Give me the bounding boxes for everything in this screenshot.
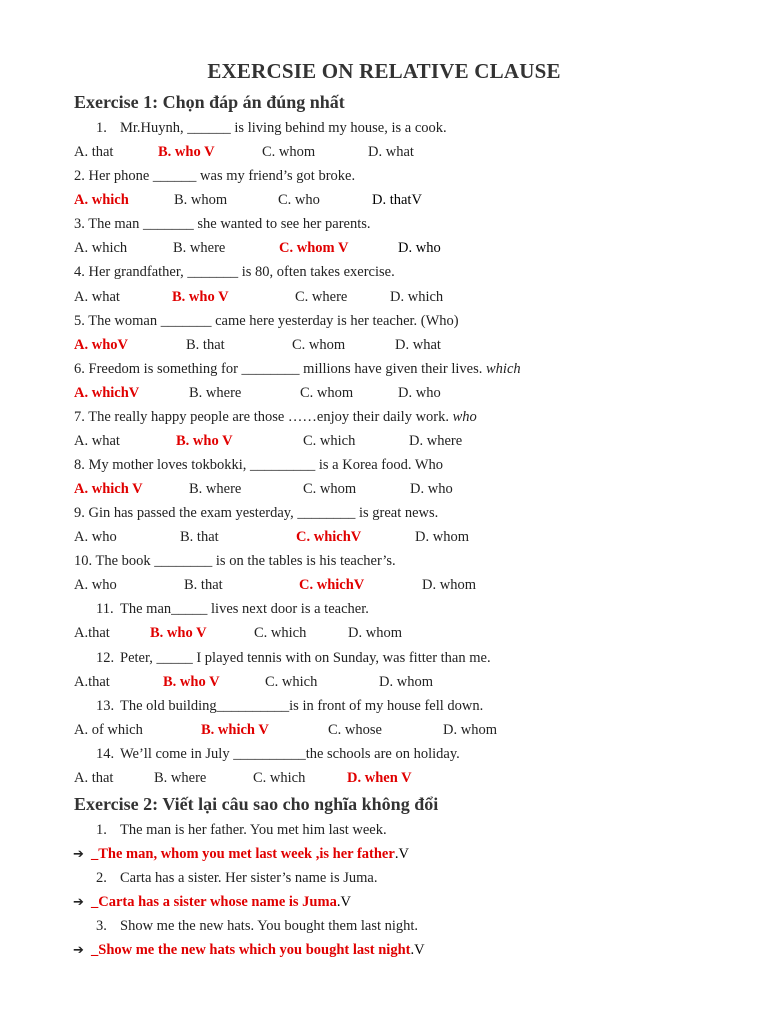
- question-number: 11.: [96, 601, 114, 617]
- option-b[interactable]: B. that: [184, 577, 223, 593]
- option-d-marked[interactable]: D. thatV: [372, 192, 422, 208]
- option-a[interactable]: A.that: [74, 625, 110, 641]
- option-d[interactable]: D. who: [398, 385, 441, 401]
- question-4: 4. Her grandfather, _______ is 80, often takes exercise.: [74, 264, 395, 280]
- answer-mark: .V: [336, 894, 351, 910]
- answer-mark: .V: [410, 942, 425, 958]
- option-b-answer[interactable]: B. who V: [163, 674, 220, 690]
- item-text: Carta has a sister. Her sister’s name is Juma.: [120, 870, 378, 886]
- option-c[interactable]: C. whom: [300, 385, 354, 401]
- option-d[interactable]: D. whom: [443, 722, 497, 738]
- question-number: 14.: [96, 746, 115, 762]
- question-9: 9. Gin has passed the exam yesterday, ________ is great news.: [74, 505, 439, 521]
- option-b-answer[interactable]: B. who V: [158, 144, 215, 160]
- answer-text: Show me the new hats which you bought last night: [98, 942, 411, 958]
- option-d-answer[interactable]: D. when V: [347, 770, 412, 786]
- question-3: 3. The man _______ she wanted to see her parents.: [74, 216, 371, 232]
- answer-prefix: _: [91, 942, 99, 958]
- option-d[interactable]: D. which: [390, 289, 444, 305]
- item-number: 3.: [96, 918, 107, 934]
- question-5: 5. The woman _______ came here yesterday is her teacher. (Who): [74, 313, 459, 329]
- option-b[interactable]: B. where: [173, 240, 226, 256]
- rewrite-item-1: [96, 820, 387, 840]
- option-c[interactable]: C. whom: [292, 337, 346, 353]
- question-10: 10. The book ________ is on the tables is his teacher’s.: [74, 553, 396, 569]
- rewrite-answer-1: [73, 844, 409, 865]
- option-c[interactable]: C. whom: [262, 144, 316, 160]
- option-c-answer[interactable]: C. whom V: [279, 240, 349, 256]
- question-8: 8. My mother loves tokbokki, _________ is a Korea food. Who: [74, 457, 444, 473]
- item-text: Show me the new hats. You bought them last night.: [120, 918, 419, 934]
- answer-text: Carta has a sister whose name is Juma: [98, 894, 337, 910]
- question-2: 2. Her phone ______ was my friend’s got broke.: [74, 168, 356, 184]
- question-13: [96, 696, 483, 716]
- question-1: [96, 118, 447, 138]
- option-b[interactable]: B. whom: [174, 192, 228, 208]
- option-d[interactable]: D. who: [398, 240, 441, 256]
- option-d[interactable]: D. whom: [415, 529, 469, 545]
- option-b-answer[interactable]: B. who V: [150, 625, 207, 641]
- question-14: [96, 744, 460, 764]
- option-a[interactable]: A. what: [74, 433, 120, 449]
- question-text: 6. Freedom is something for ________ millions have given their lives.: [74, 361, 483, 377]
- option-a[interactable]: A. which: [74, 240, 128, 256]
- question-number: 13.: [96, 698, 115, 714]
- option-c[interactable]: C. where: [295, 289, 348, 305]
- option-b-answer[interactable]: B. who V: [172, 289, 229, 305]
- option-a[interactable]: A. that: [74, 144, 114, 160]
- option-a-answer[interactable]: A. whoV: [74, 337, 128, 353]
- item-number: 2.: [96, 870, 107, 886]
- option-b-answer[interactable]: B. who V: [176, 433, 233, 449]
- option-d[interactable]: D. what: [395, 337, 441, 353]
- answer-text: The man, whom you met last week ,is her father: [98, 846, 395, 862]
- question-number: 1.: [96, 120, 107, 136]
- rewrite-answer-3: [73, 940, 425, 961]
- answer-prefix: _: [91, 846, 99, 862]
- option-a[interactable]: A. that: [74, 770, 114, 786]
- question-text: Peter, _____ I played tennis with on Sunday, was fitter than me.: [120, 650, 491, 666]
- option-b[interactable]: B. where: [189, 385, 242, 401]
- question-11: [96, 599, 369, 619]
- option-c[interactable]: C. who: [278, 192, 320, 208]
- exercise2-heading: Exercise 2: Viết lại câu sao cho nghĩa không đổi: [74, 794, 439, 814]
- arrow-right-icon: ➔: [73, 943, 84, 958]
- question-hint: which: [486, 361, 521, 377]
- option-b[interactable]: B. where: [154, 770, 207, 786]
- option-c[interactable]: C. which: [253, 770, 306, 786]
- question-text: We’ll come in July __________the schools are on holiday.: [120, 746, 460, 762]
- question-6: [74, 359, 521, 379]
- option-c[interactable]: C. which: [303, 433, 356, 449]
- option-d[interactable]: D. whom: [348, 625, 402, 641]
- answer-prefix: _: [91, 894, 99, 910]
- option-c[interactable]: C. whose: [328, 722, 382, 738]
- option-b-answer[interactable]: B. which V: [201, 722, 269, 738]
- option-c-answer[interactable]: C. whichV: [296, 529, 362, 545]
- option-a-answer[interactable]: A. which V: [74, 481, 143, 497]
- option-c[interactable]: C. which: [254, 625, 307, 641]
- question-text: 7. The really happy people are those ……enjoy their daily work.: [74, 409, 450, 425]
- option-b[interactable]: B. where: [189, 481, 242, 497]
- option-d[interactable]: D. what: [368, 144, 414, 160]
- question-12: [96, 648, 491, 668]
- option-a-answer[interactable]: A. which: [74, 192, 129, 208]
- rewrite-item-3: [96, 916, 418, 936]
- rewrite-item-2: [96, 868, 377, 888]
- answer-mark: .V: [394, 846, 409, 862]
- option-c-answer[interactable]: C. whichV: [299, 577, 365, 593]
- option-c[interactable]: C. which: [265, 674, 318, 690]
- question-hint: who: [452, 409, 477, 425]
- rewrite-answer-2: [73, 892, 351, 913]
- option-b[interactable]: B. that: [186, 337, 225, 353]
- exercise1-heading: Exercise 1: Chọn đáp án đúng nhất: [74, 92, 345, 112]
- arrow-right-icon: ➔: [73, 895, 84, 910]
- option-d[interactable]: D. who: [410, 481, 453, 497]
- option-d[interactable]: D. whom: [422, 577, 476, 593]
- item-text: The man is her father. You met him last week.: [120, 822, 387, 838]
- option-d[interactable]: D. whom: [379, 674, 433, 690]
- option-b[interactable]: B. that: [180, 529, 219, 545]
- option-d[interactable]: D. where: [409, 433, 463, 449]
- option-a[interactable]: A. who: [74, 529, 117, 545]
- question-text: The man_____ lives next door is a teacher.: [120, 601, 369, 617]
- option-a[interactable]: A. what: [74, 289, 120, 305]
- option-a[interactable]: A. of which: [74, 722, 143, 738]
- question-7: [74, 407, 477, 427]
- option-c[interactable]: C. whom: [303, 481, 357, 497]
- question-number: 12.: [96, 650, 115, 666]
- question-text: The old building__________is in front of my house fell down.: [120, 698, 484, 714]
- page-title: EXERCSIE ON RELATIVE CLAUSE: [207, 59, 561, 83]
- option-a-answer[interactable]: A. whichV: [74, 385, 140, 401]
- option-a[interactable]: A. who: [74, 577, 117, 593]
- question-text: Mr.Huynh, ______ is living behind my house, is a cook.: [120, 120, 447, 136]
- arrow-right-icon: ➔: [73, 847, 84, 862]
- item-number: 1.: [96, 822, 107, 838]
- option-a[interactable]: A.that: [74, 674, 110, 690]
